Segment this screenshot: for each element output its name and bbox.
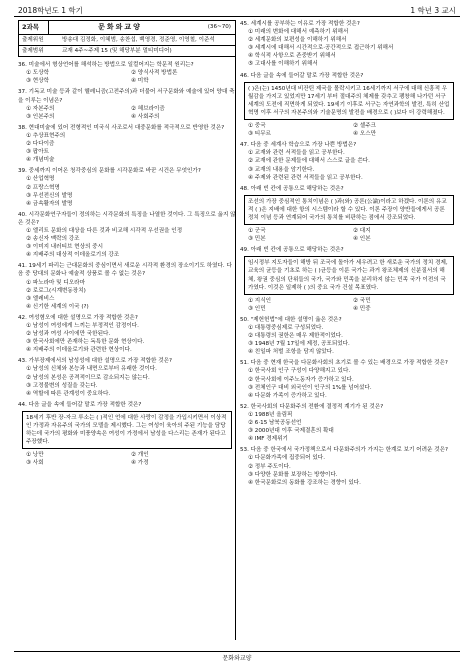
- answer-option[interactable]: ② 6·15 남북공동선언: [248, 420, 302, 427]
- answer-option[interactable]: ② 프랑스혁명: [26, 184, 60, 191]
- answer-option[interactable]: ③ 엘레비스: [26, 295, 55, 302]
- question: [18, 401, 236, 468]
- answer-options: [240, 149, 458, 181]
- answer-options: [18, 69, 236, 85]
- question-stem: 46. 다음 글을 속에 들어갈 말로 가장 적합한 것은?: [240, 72, 364, 79]
- question: [18, 211, 236, 260]
- answer-option[interactable]: ② 국민: [353, 297, 371, 304]
- answer-option[interactable]: ① 중국: [248, 123, 266, 130]
- exam-year-term: 2018학년도 1 학기: [18, 6, 83, 15]
- answer-options: [240, 454, 458, 486]
- question: [240, 446, 458, 486]
- answer-option[interactable]: ④ 학식적 사항으로 존중받기 위해서: [248, 53, 336, 60]
- scope-row: [19, 46, 235, 56]
- page-header: [0, 0, 474, 16]
- passage-box: 임시정부 지도자들이 해방 뒤 조국에 돌아가 세우려고 한 새로운 국가의 정치 경제, 교육의 균등을 기초로 하는 ( )균등을 이룬 국가는 과거 왕조체제의 신분질서의 해체, 왕권 중심의 단위들의 국가, 국가와 민족을 분리하지 않는 민족 국가 이전의 국가였다. 이것은 일제하 ( )의 중요 국가 건설 목표였다.: [244, 256, 454, 294]
- answer-option[interactable]: ④ 인본: [353, 236, 371, 243]
- answer-option[interactable]: ④ 신기한 세계의 이국 (?): [26, 303, 89, 310]
- answer-option[interactable]: ③ 세계시에 대해서 시간적으로·공간적으로 접근하기 위해서: [248, 45, 394, 52]
- answer-option[interactable]: ③ 무선전신의 발명: [26, 192, 73, 199]
- question: [240, 185, 458, 244]
- answer-options: [18, 132, 236, 164]
- question: [18, 314, 236, 354]
- question-stem: 41. 19세기 파리는 근대문화의 중심이면서 새로운 시각적 환경의 장소이기도 하였다. 다음 중 당대의 문화나 예술적 상품로 볼 수 없는 것은?: [18, 263, 232, 278]
- answer-option[interactable]: ③ 교재의 내용을 암기한다.: [248, 166, 315, 173]
- answer-option[interactable]: ① 엘리트 문화의 대상을 다른 것과 비교해 시각적 우선권을 인정: [26, 227, 183, 234]
- right-question-list: [240, 20, 458, 487]
- answer-options: [240, 297, 458, 313]
- answer-option[interactable]: ① 1988년 올림픽: [248, 411, 293, 418]
- answer-option[interactable]: ② 셀주크: [353, 123, 377, 130]
- examiner-row: [19, 35, 235, 46]
- row-value: 방송대 김정화, 이혜범, 송찬섭, 백영경, 정준영, 이영철, 이준석: [62, 37, 215, 43]
- question: [18, 357, 236, 397]
- answer-option[interactable]: ③ 민본: [248, 236, 266, 243]
- answer-option[interactable]: ② 세계문화의 보편성을 이해하기 위해서: [248, 37, 347, 44]
- answer-options: [18, 175, 236, 207]
- question-stem: 49. 아래 빈 칸에 공통으로 해당하는 것은?: [240, 247, 344, 254]
- question: [240, 141, 458, 181]
- question-stem: 51. 다음 중 현재 한국을 다문화사회의 초기로 볼 수 있는 배경으로 가장 적합한 것은?: [240, 360, 448, 367]
- answer-option[interactable]: ④ 친일파 처벌 조항을 담지 않았다.: [248, 349, 334, 356]
- answer-option[interactable]: ④ 가정: [131, 460, 149, 467]
- answer-option[interactable]: ④ 사회주의: [131, 113, 160, 120]
- answer-option[interactable]: ① 대통령중심제로 구성되었다.: [248, 325, 324, 331]
- answer-option[interactable]: ③ 사회: [26, 460, 44, 467]
- left-column: [18, 20, 236, 471]
- passage-box: ( )은(는) 1450년대 비잔틴 제국을 몰락시키고 16세기까지 서구에 대해 신흥적 우월감을 가지고 있었지만 17세기 부터 절대주의 체제를 갖추고 팽창해 나가던 서구세계의 도전에 직면하게 되었다. 19세기 이후로 서구는 자연과학의 발전, 특히 산업혁명 이후 서구의 자본주의와 기술문명의 발전을 배경으로 ( )보다 더 강력해졌다.: [244, 82, 454, 120]
- question-stem: 37. 기독교 미술 등과 같이 헬레니즘(고전주의)과 더불어 서구문화와 예술에 있어 양대 축을 이루는 이념은?: [18, 89, 235, 104]
- question: [18, 262, 236, 311]
- answer-option[interactable]: ② 교재에 관한 문제들에 대해서 스스로 글을 쓴다.: [248, 158, 370, 165]
- question-stem: 42. 여성혐오에 대한 설명으로 가장 적합한 것은?: [18, 314, 138, 321]
- answer-option[interactable]: ③ 한국사회에만 존재하는 독특한 문화 현상이다.: [26, 339, 145, 346]
- question: [240, 359, 458, 399]
- question: [240, 316, 458, 356]
- answer-options: [18, 227, 236, 259]
- answer-option[interactable]: ① 다문화가족에 집중되어 있다.: [248, 455, 325, 462]
- answer-option[interactable]: ③ 2000년대 이후 국제결혼의 확대: [248, 428, 334, 435]
- answer-option[interactable]: ④ 민중: [353, 305, 371, 312]
- question-stem: 53. 다음 중 한국에서 국가정책으로서 다문화주의가 가지는 한계로 보기 어려운 것은?: [240, 447, 448, 454]
- question: [240, 246, 458, 313]
- answer-option[interactable]: ③ 티무르: [248, 131, 272, 138]
- subject-title: 문화와교양: [98, 23, 142, 32]
- answer-option[interactable]: ② 정부 주도이다.: [248, 463, 291, 470]
- answer-option[interactable]: ① 파노라마 및 디오라마: [26, 279, 85, 286]
- answer-option[interactable]: ② 양식사적 방법론: [131, 70, 178, 77]
- answer-option[interactable]: ① 낭만: [26, 452, 44, 459]
- question: [240, 403, 458, 443]
- footer-divider: [14, 651, 460, 652]
- grade-period: 1 학년 3 교시: [410, 6, 456, 15]
- passage-box: 조선의 가장 중심적인 통치이념은 ( )과(와) 공론(公論)이라고 하겠다. 이론의 유교적 ( )은 지배에 대한 항의 시스템이라 할 수 있다. 이론 주장이 양반들에게서 공론 정치 이념 등과 연계되어 국가의 통치를 비판하는 점에서 강조되었다.: [244, 195, 454, 225]
- question-stem: 50. "제헌헌법"에 대한 설명이 옳은 것은?: [240, 316, 342, 323]
- question-stem: 48. 아래 빈 칸에 공통으로 해당하는 것은?: [240, 185, 344, 192]
- answer-option[interactable]: ① 남성의 신체와 본능과 내면으로부터 유래한 것이다.: [26, 366, 157, 373]
- answer-option[interactable]: ② 남성의 본성은 공격적이므로 감소되지는 않는다.: [26, 374, 150, 381]
- subject-box: [18, 20, 236, 57]
- answer-option[interactable]: ② 한국사회에 이주노동자가 증가하고 있다.: [248, 376, 354, 383]
- row-key: 출제범위: [22, 48, 44, 55]
- answer-option[interactable]: ① 남성이 여성에게 느끼는 부정적인 감정이다.: [26, 323, 139, 329]
- answer-option[interactable]: ③ 다양한 문화를 보장하는 방향이다.: [248, 471, 338, 478]
- answer-option[interactable]: ③ 팝아트: [26, 149, 50, 156]
- answer-option[interactable]: ③ 1948년 7월 17일에 제정, 공포되었다.: [248, 341, 350, 348]
- question-stem: 39. 중세까지 이어온 청각중심의 문화를 시각문화로 바꾼 시건은 무엇인가?: [18, 168, 201, 175]
- question: [18, 167, 236, 207]
- question: [18, 61, 236, 85]
- answer-option[interactable]: ① 군국: [248, 228, 266, 235]
- answer-options: [18, 451, 236, 467]
- answer-option[interactable]: ④ 미학: [131, 78, 149, 85]
- answer-options: [240, 411, 458, 443]
- answer-option[interactable]: ② 대지: [353, 228, 371, 235]
- answer-option[interactable]: ① 한국사회 인구 구성이 다양해지고 있다.: [248, 368, 351, 375]
- answer-option[interactable]: ③ 인민: [248, 305, 266, 312]
- answer-options: [240, 122, 458, 138]
- answer-option[interactable]: ④ 오스만: [353, 131, 377, 138]
- question-stem: 47. 다음 중 세계사 학습으로 가장 나쁜 방법은?: [240, 142, 357, 149]
- answer-option[interactable]: ② 송신자 맥락의 강조: [26, 236, 80, 243]
- answer-option[interactable]: ② 헤브라이즘: [131, 105, 165, 112]
- answer-options: [18, 105, 236, 121]
- passage-box: 18세기 후반 장-자크 루소는 ( )적인 언에 대한 사랑이 감정을 가입시키면서 이상적인 가정과 자유주의 국가의 모델을 제시했다. 그는 여성이 육아의 주된 기능을 담당하는데 국가의 평화와 미풍양속은 여성이 가정에서 남성을 다스리는 존재가 된다고 주장했다.: [22, 411, 232, 449]
- answer-option[interactable]: ④ 역할에 따른 관계성이 중요하다.: [26, 390, 111, 397]
- question: [18, 88, 236, 120]
- question-range: (36~70): [207, 24, 231, 31]
- row-value: 교재 4주~주제 15 (및 해당부분 멀티미디어): [62, 48, 172, 55]
- subject-number: 2과목: [19, 21, 49, 34]
- question-stem: 36. 미술에서 형상언어를 해석하는 방법으로 일컬어지는 학문적 원리는?: [18, 62, 194, 69]
- answer-option[interactable]: ④ 지배주의 이데올로기와 관련한 현상이다.: [26, 347, 132, 354]
- answer-option[interactable]: ④ 금속활자의 발명: [26, 200, 73, 207]
- answer-options: [240, 367, 458, 399]
- answer-option[interactable]: ④ 지배주의 대상적 이데올로기의 강조: [26, 252, 120, 259]
- answer-options: [240, 28, 458, 68]
- answer-options: [240, 227, 458, 243]
- answer-option[interactable]: ② 로로그(시계변동장치): [26, 287, 86, 294]
- question-stem: 40. 시각문화연구자들이 정의하는 시각문화의 특징을 나열한 것이다. 그 특징으로 옳지 않은 것은?: [18, 211, 236, 226]
- row-key: 출제위원: [22, 37, 44, 43]
- answer-option[interactable]: ② 다다이즘: [26, 141, 55, 148]
- question: [240, 20, 458, 69]
- answer-option[interactable]: ① 지식인: [248, 297, 272, 304]
- right-column: [240, 20, 458, 490]
- answer-option[interactable]: ① 도상학: [26, 70, 50, 77]
- answer-option[interactable]: ② 남성과 여성 사이에만 국한된다.: [26, 331, 111, 338]
- answer-option[interactable]: ③ 현상학: [26, 78, 50, 85]
- page-footer: 문화와교양: [222, 655, 252, 662]
- answer-option[interactable]: ④ 주제와 관련된 관련 서적들을 읽고 공부한다.: [248, 174, 363, 181]
- answer-option[interactable]: ④ 다문화 가족이 증가하고 있다.: [248, 392, 327, 399]
- answer-option[interactable]: ③ 전체인구 대비 외국인이 인구의 1%를 넘어섰다.: [248, 384, 372, 391]
- answer-options: [240, 324, 458, 356]
- answer-option[interactable]: ① 교재와 관련 서적들을 읽고 공부한다.: [248, 150, 345, 157]
- question-stem: 52. 한국사회의 다문화주의 전환에 결정적 계기가 된 것은?: [240, 403, 384, 410]
- answer-option[interactable]: ④ 한국문화로의 동화를 강조하는 경향이 있다.: [248, 479, 361, 486]
- question-stem: 45. 세계시를 공부하는 이유로 가장 적합한 것은?: [240, 21, 360, 27]
- answer-option[interactable]: ④ IMF 경제위기: [248, 436, 288, 443]
- question-stem: 43. 가부장제에서의 남성성에 대한 설명으로 가장 적합한 것은?: [18, 358, 172, 365]
- answer-option[interactable]: ③ 고정불변의 성질을 갖는다.: [26, 382, 98, 389]
- header-divider: [14, 16, 460, 17]
- answer-option[interactable]: ① 추상표현주의: [26, 132, 66, 139]
- answer-option[interactable]: ① 산업혁명: [26, 176, 55, 183]
- question-stem: 44. 다음 글을 속에 들어갈 말로 가장 적합한 것은?: [18, 401, 142, 408]
- answer-option[interactable]: ② 대통령의 권한은 매우 제한적이었다.: [248, 333, 343, 340]
- answer-option[interactable]: ③ 이미지 내러티브 현상의 중시: [26, 244, 103, 251]
- question-stem: 38. 현대미술에 있어 전형적인 미국식 사조로서 대중문화를 적극적으로 반영한 것은?: [18, 124, 225, 131]
- answer-options: [18, 365, 236, 397]
- answer-option[interactable]: ③ 인본주의: [26, 113, 55, 120]
- question: [18, 124, 236, 164]
- answer-option[interactable]: ④ 개념미술: [26, 157, 55, 164]
- answer-options: [18, 279, 236, 311]
- answer-option[interactable]: ② 개인: [131, 452, 149, 459]
- left-question-list: [18, 61, 236, 467]
- question: [240, 72, 458, 139]
- answer-option[interactable]: ① 자본주의: [26, 105, 55, 112]
- answer-options: [18, 322, 236, 354]
- answer-option[interactable]: ⑤ 고대사를 이해하기 위해서: [248, 61, 318, 68]
- answer-option[interactable]: ① 미래의 변화에 대해서 예측하기 위해서: [248, 29, 349, 36]
